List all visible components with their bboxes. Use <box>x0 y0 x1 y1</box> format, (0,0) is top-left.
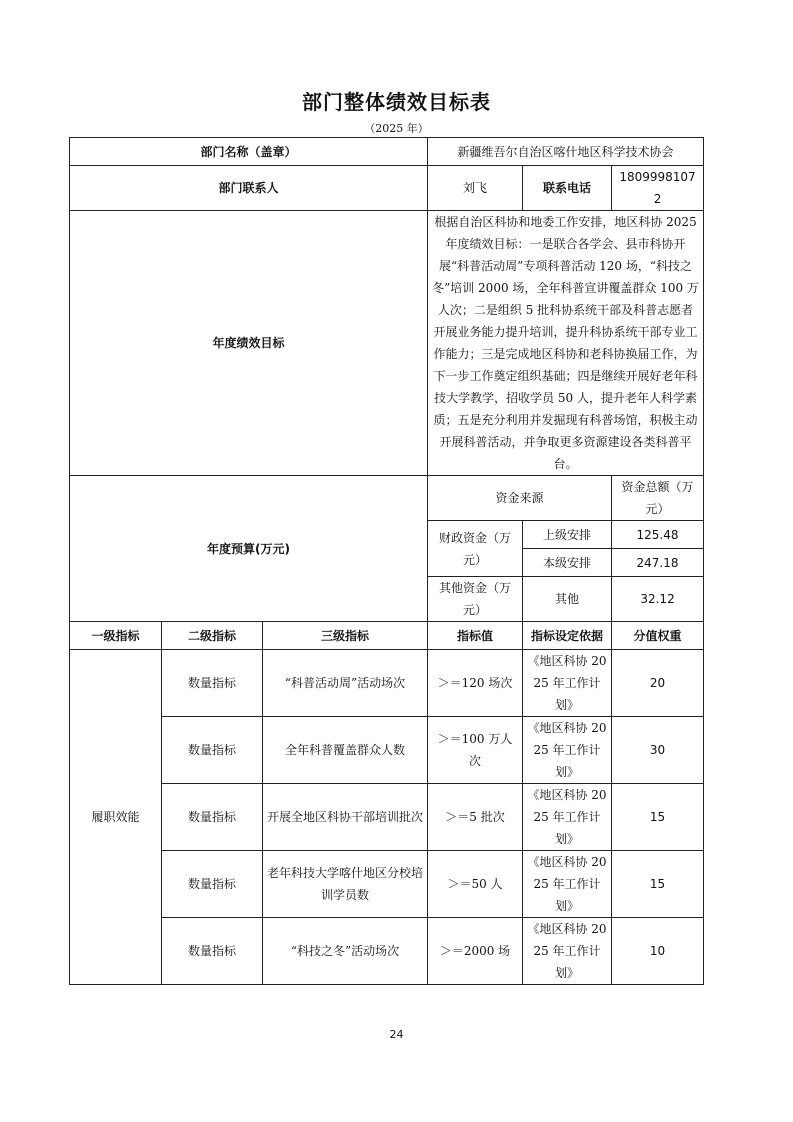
phone-label: 联系电话 <box>523 166 612 211</box>
table-row <box>70 784 704 851</box>
level2-indicator: 数量指标 <box>162 650 263 717</box>
budget-sub-label: 本级安排 <box>523 549 612 577</box>
level3-indicator: “科技之冬”活动场次 <box>263 918 428 985</box>
other-funds-label: 其他资金（万元） <box>428 577 523 622</box>
budget-amount: 247.18 <box>612 549 704 577</box>
level2-indicator: 数量指标 <box>162 717 263 784</box>
level1-indicator: 履职效能 <box>70 650 162 985</box>
indicator-basis: 《地区科协 2025 年工作计划》 <box>523 784 612 851</box>
indicator-weight: 30 <box>612 717 704 784</box>
performance-table <box>69 137 704 985</box>
goal-text: 根据自治区科协和地委工作安排，地区科协 2025 年度绩效目标：一是联合各学会、县市科协开展“科普活动周”专项科普活动 120 场，“科技之冬”培训 2000 场，全年科普宣讲覆盖群众 100 万人次；二是组织 5 批科协系统干部及科普志愿者开展业务能力提升培训，提升科协系统干部专业工作能力；三是完成地区科协和老科协换届工作，为下一步工作奠定组织基础；四是继续开展好老年科技大学教学，招收学员 50 人，提升老年人科学素质；五是充分利用并发掘现有科普场馆，积极主动开展科普活动，并争取更多资源建设各类科普平台。 <box>428 211 704 476</box>
other-sub-label: 其他 <box>523 577 612 622</box>
indicator-header-row <box>70 622 704 650</box>
year-label: （2025 年） <box>364 122 429 135</box>
indicator-basis: 《地区科协 2025 年工作计划》 <box>523 851 612 918</box>
budget-label: 年度预算(万元) <box>70 476 428 622</box>
level3-indicator: 开展全地区科协干部培训批次 <box>263 784 428 851</box>
goal-label: 年度绩效目标 <box>70 211 428 476</box>
indicator-weight: 15 <box>612 784 704 851</box>
dept-name-label: 部门名称（盖章） <box>70 138 428 166</box>
column-header: 二级指标 <box>162 622 263 650</box>
level3-indicator: 老年科技大学喀什地区分校培训学员数 <box>263 851 428 918</box>
page-title: 部门整体绩效目标表 <box>302 90 491 114</box>
table-row <box>70 918 704 985</box>
contact-row <box>70 166 704 211</box>
source-header: 资金来源 <box>428 476 612 521</box>
column-header: 分值权重 <box>612 622 704 650</box>
total-header: 资金总额（万元） <box>612 476 704 521</box>
column-header: 指标设定依据 <box>523 622 612 650</box>
dept-name-value: 新疆维吾尔自治区喀什地区科学技术协会 <box>428 138 704 166</box>
level3-indicator: 全年科普覆盖群众人数 <box>263 717 428 784</box>
indicator-basis: 《地区科协 2025 年工作计划》 <box>523 717 612 784</box>
table-row <box>70 717 704 784</box>
indicator-value: ＞＝2000 场 <box>428 918 523 985</box>
indicator-weight: 10 <box>612 918 704 985</box>
indicator-weight: 15 <box>612 851 704 918</box>
level3-indicator: “科普活动周”活动场次 <box>263 650 428 717</box>
column-header: 一级指标 <box>70 622 162 650</box>
level2-indicator: 数量指标 <box>162 918 263 985</box>
indicator-value: ＞＝120 场次 <box>428 650 523 717</box>
indicator-weight: 20 <box>612 650 704 717</box>
indicator-value: ＞＝5 批次 <box>428 784 523 851</box>
budget-header-row <box>70 476 704 521</box>
indicator-basis: 《地区科协 2025 年工作计划》 <box>523 650 612 717</box>
page-number: 24 <box>389 1028 404 1041</box>
level2-indicator: 数量指标 <box>162 784 263 851</box>
table-row <box>70 650 704 717</box>
contact-label: 部门联系人 <box>70 166 428 211</box>
budget-amount: 125.48 <box>612 521 704 549</box>
indicator-value: ＞＝50 人 <box>428 851 523 918</box>
column-header: 指标值 <box>428 622 523 650</box>
budget-sub-label: 上级安排 <box>523 521 612 549</box>
goal-row <box>70 211 704 476</box>
column-header: 三级指标 <box>263 622 428 650</box>
indicator-basis: 《地区科协 2025 年工作计划》 <box>523 918 612 985</box>
contact-value: 刘飞 <box>428 166 523 211</box>
table-row <box>70 851 704 918</box>
other-amount: 32.12 <box>612 577 704 622</box>
level2-indicator: 数量指标 <box>162 851 263 918</box>
dept-row <box>70 138 704 166</box>
indicator-value: ＞＝100 万人次 <box>428 717 523 784</box>
phone-value: 18099981072 <box>612 166 704 211</box>
fiscal-label: 财政资金（万元） <box>428 521 523 577</box>
